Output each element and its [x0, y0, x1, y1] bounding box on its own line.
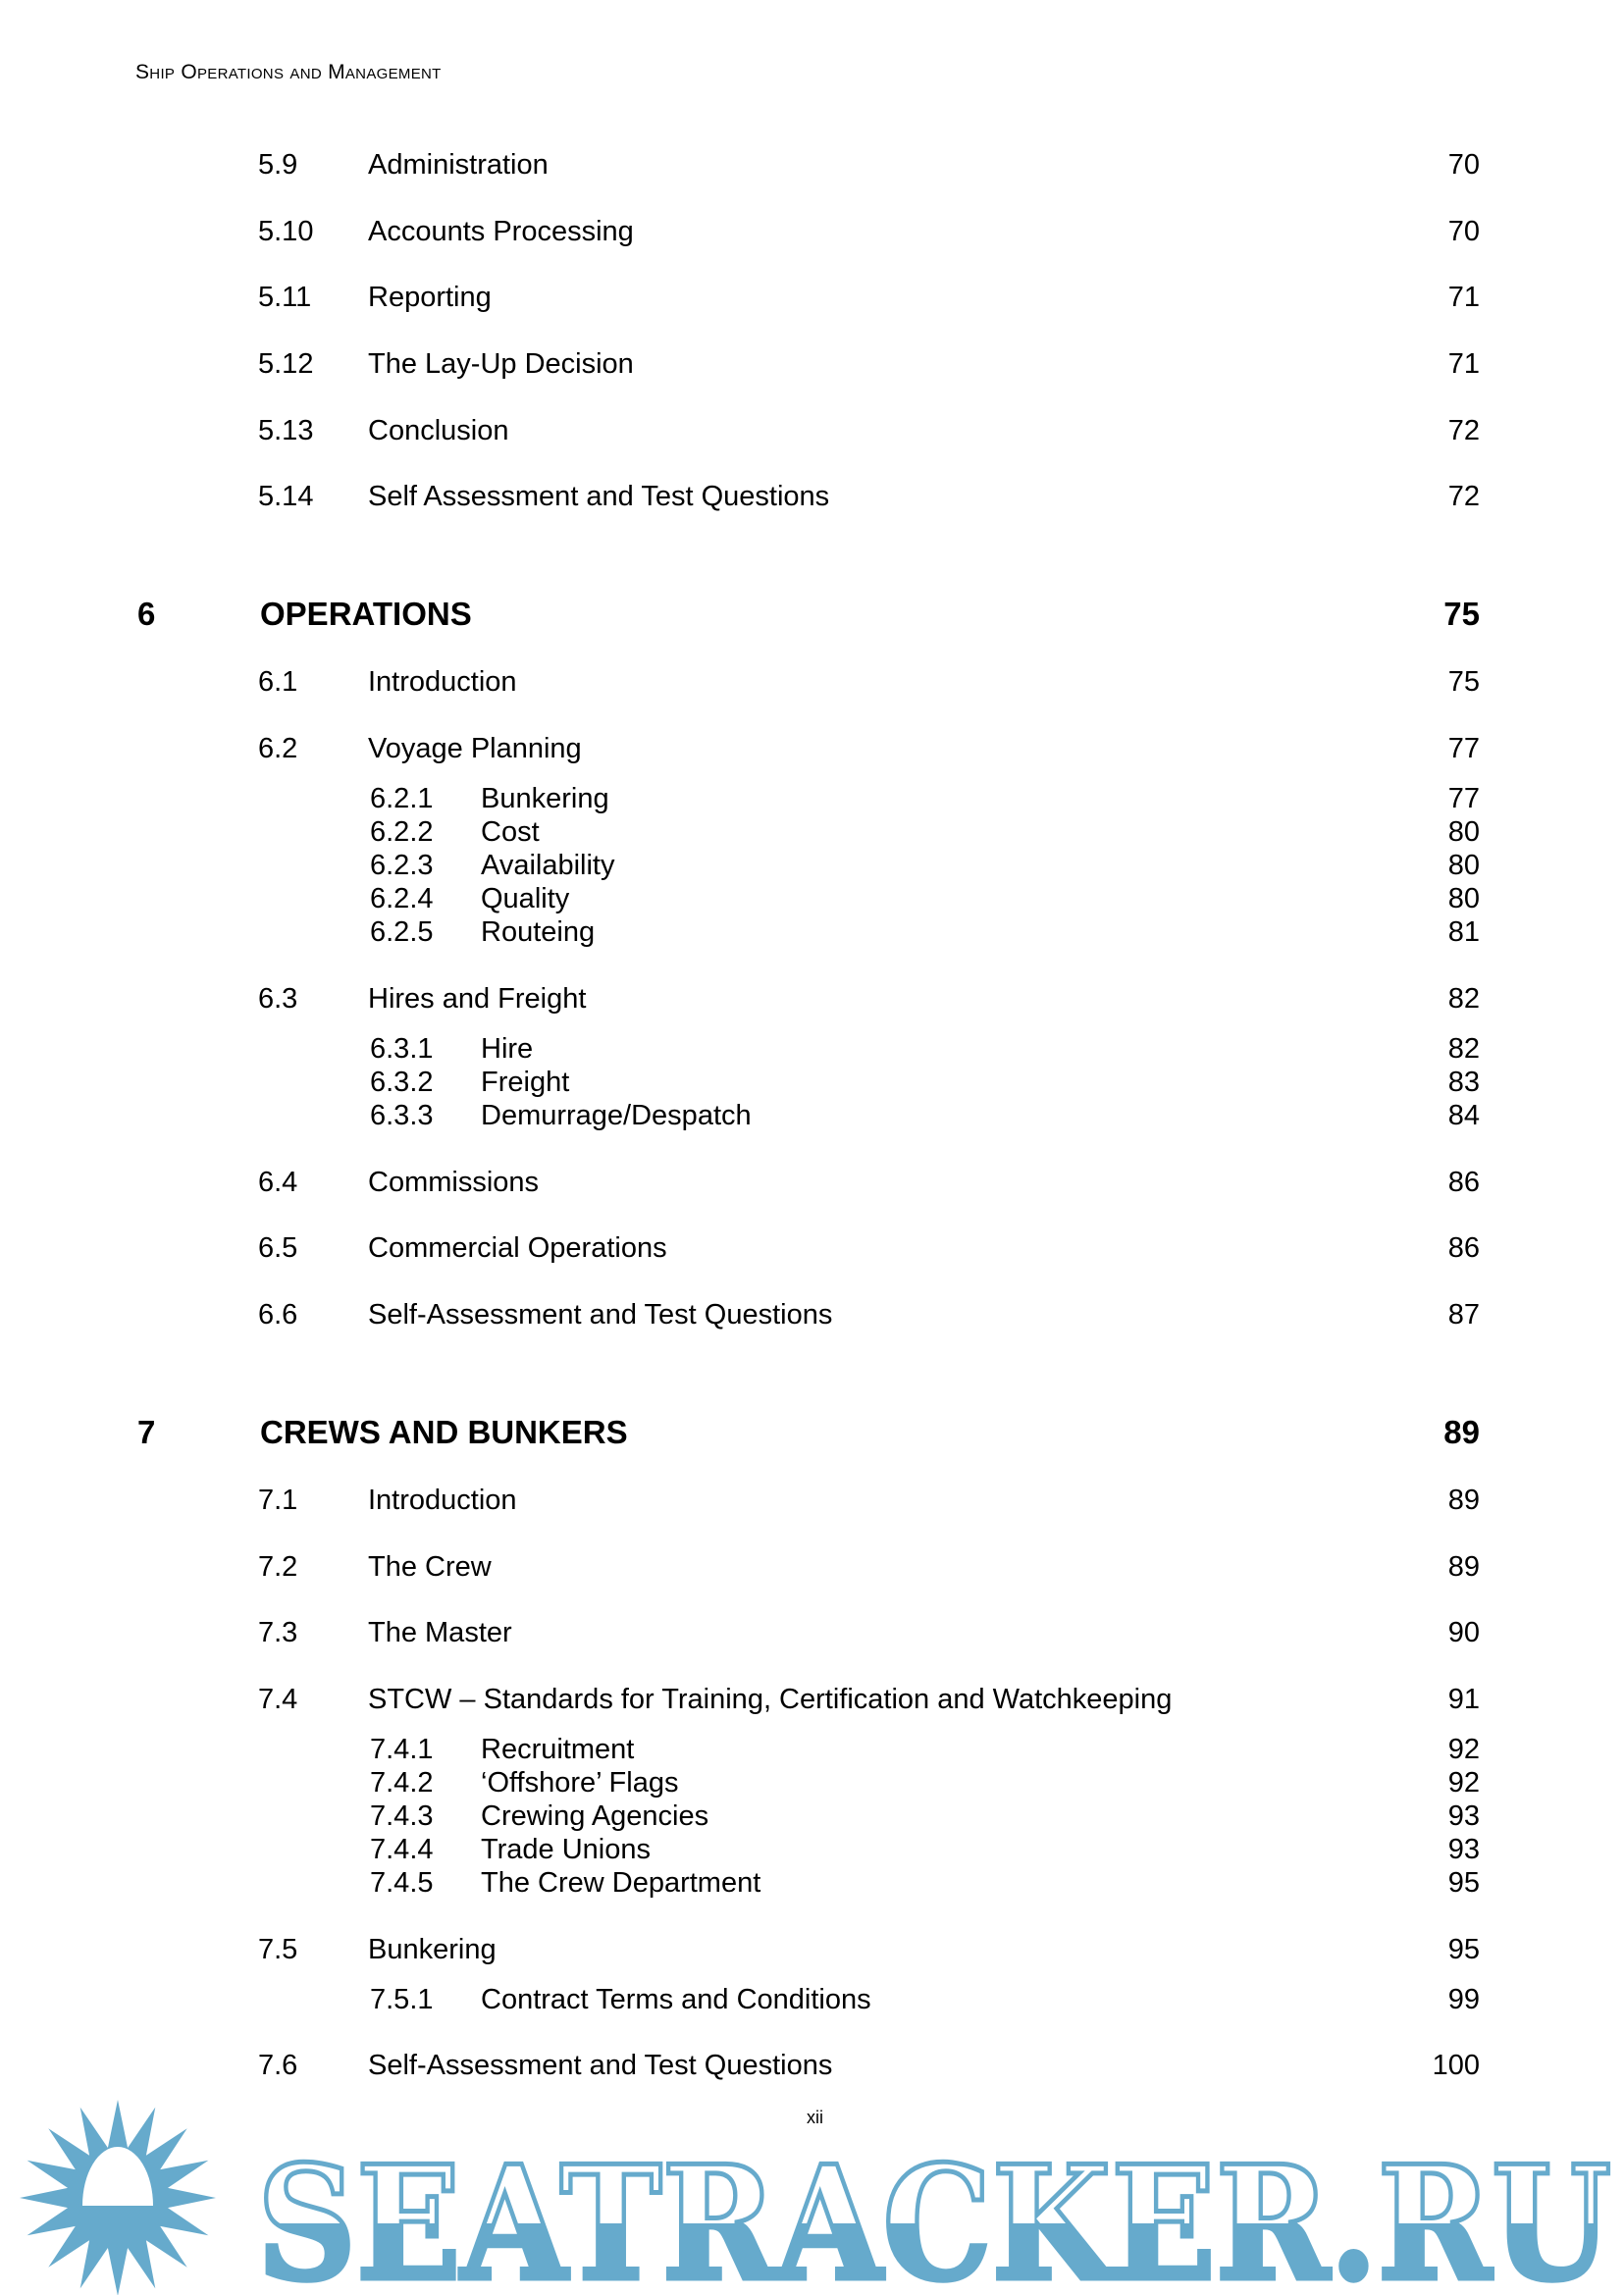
- toc-title: Introduction: [368, 666, 517, 699]
- toc-subsection[interactable]: [0, 1733, 1624, 1766]
- toc-title: Demurrage/Despatch: [481, 1099, 752, 1131]
- toc-num: 6.2: [258, 733, 298, 765]
- toc-title: Introduction: [368, 1484, 517, 1516]
- toc-subsection[interactable]: [0, 1983, 1624, 2016]
- toc-num: 6: [137, 596, 156, 633]
- toc-page: 77: [1447, 733, 1480, 765]
- toc-title: The Crew Department: [481, 1866, 761, 1899]
- toc-section[interactable]: [0, 2049, 1624, 2082]
- toc-subsection[interactable]: [0, 882, 1624, 915]
- toc-section[interactable]: [0, 665, 1624, 699]
- toc-title: OPERATIONS: [260, 596, 472, 633]
- toc-page: 84: [1447, 1099, 1480, 1131]
- toc-page: 70: [1447, 149, 1480, 181]
- toc-num: 6.2.5: [370, 916, 434, 949]
- toc-section[interactable]: [0, 1484, 1624, 1517]
- toc-num: 6.5: [258, 1232, 298, 1265]
- toc-page: 87: [1447, 1298, 1480, 1330]
- toc-title: Reporting: [368, 282, 492, 314]
- toc-chapter[interactable]: [0, 1413, 1624, 1450]
- toc-subsection[interactable]: [0, 1866, 1624, 1900]
- toc-page: 72: [1447, 481, 1480, 513]
- toc-page: 71: [1447, 348, 1480, 381]
- toc-title: CREWS AND BUNKERS: [260, 1413, 628, 1450]
- toc-num: 6.2.1: [370, 783, 434, 815]
- toc-page: 86: [1447, 1166, 1480, 1198]
- toc-page: 80: [1447, 883, 1480, 915]
- toc-title: Bunkering: [481, 783, 609, 815]
- toc-title: Quality: [481, 883, 570, 915]
- toc-section[interactable]: [0, 215, 1624, 248]
- running-head: Ship Operations and Management: [135, 61, 442, 83]
- toc-section[interactable]: [0, 1550, 1624, 1584]
- toc-num: 5.9: [258, 149, 298, 181]
- toc-subsection[interactable]: [0, 1066, 1624, 1099]
- toc-num: 6.4: [258, 1166, 298, 1198]
- toc-num: 6.1: [258, 666, 298, 699]
- toc-page: 75: [1443, 596, 1480, 633]
- page-number: xii: [807, 2108, 823, 2127]
- toc-title: Self Assessment and Test Questions: [368, 481, 830, 513]
- toc-page: 80: [1447, 816, 1480, 849]
- toc-num: 6.3: [258, 982, 298, 1015]
- toc-subsection[interactable]: [0, 849, 1624, 882]
- toc-section[interactable]: [0, 480, 1624, 513]
- toc-num: 7.5: [258, 1933, 298, 1965]
- toc-title: Commercial Operations: [368, 1232, 667, 1265]
- toc-subsection[interactable]: [0, 1099, 1624, 1132]
- toc-title: Conclusion: [368, 414, 509, 446]
- toc-num: 6.6: [258, 1298, 298, 1330]
- toc-num: 6.2.2: [370, 816, 434, 849]
- toc-title: Accounts Processing: [368, 215, 634, 247]
- toc-title: Hires and Freight: [368, 982, 587, 1015]
- toc-num: 5.10: [258, 215, 314, 247]
- toc-title: Commissions: [368, 1166, 540, 1198]
- watermark-text: SEATRACKER.RU: [257, 2131, 1611, 2295]
- toc-page: 89: [1443, 1413, 1480, 1450]
- toc-subsection[interactable]: [0, 1833, 1624, 1866]
- table-of-contents: [0, 148, 1624, 2082]
- toc-section[interactable]: [0, 982, 1624, 1016]
- toc-title: Availability: [481, 850, 615, 882]
- toc-subsection[interactable]: [0, 1799, 1624, 1833]
- toc-page: 71: [1447, 282, 1480, 314]
- toc-section[interactable]: [0, 1166, 1624, 1199]
- toc-num: 7.6: [258, 2050, 298, 2082]
- toc-num: 6.2.3: [370, 850, 434, 882]
- sun-icon: [20, 2100, 216, 2295]
- toc-section[interactable]: [0, 1933, 1624, 1966]
- toc-subsection[interactable]: [0, 915, 1624, 949]
- toc-page: 70: [1447, 215, 1480, 247]
- toc-section[interactable]: [0, 414, 1624, 447]
- toc-page: 82: [1447, 982, 1480, 1015]
- toc-section[interactable]: [0, 732, 1624, 765]
- toc-num: 6.3.1: [370, 1032, 434, 1065]
- toc-title: Self-Assessment and Test Questions: [368, 1298, 833, 1330]
- toc-page: 80: [1447, 850, 1480, 882]
- toc-title: Routeing: [481, 916, 596, 949]
- toc-num: 7.4.2: [370, 1766, 434, 1799]
- toc-subsection[interactable]: [0, 1032, 1624, 1066]
- toc-title: Voyage Planning: [368, 733, 582, 765]
- toc-title: Contract Terms and Conditions: [481, 1983, 871, 2015]
- toc-num: 6.3.2: [370, 1066, 434, 1098]
- toc-num: 7.4.1: [370, 1733, 434, 1765]
- toc-page: 99: [1447, 1983, 1480, 2015]
- toc-num: 5.14: [258, 481, 314, 513]
- toc-page: 89: [1447, 1484, 1480, 1516]
- toc-page: 91: [1447, 1683, 1480, 1715]
- toc-title: Self-Assessment and Test Questions: [368, 2050, 833, 2082]
- toc-title: STCW – Standards for Training, Certification and Watchkeeping: [368, 1683, 1173, 1715]
- toc-page: 81: [1447, 916, 1480, 949]
- toc-page: 93: [1447, 1833, 1480, 1865]
- toc-page: 72: [1447, 414, 1480, 446]
- toc-num: 5.13: [258, 414, 314, 446]
- toc-subsection[interactable]: [0, 782, 1624, 815]
- toc-section[interactable]: [0, 148, 1624, 182]
- toc-num: 5.11: [258, 282, 312, 314]
- toc-num: 7.4: [258, 1683, 298, 1715]
- toc-num: 6.2.4: [370, 883, 434, 915]
- toc-section[interactable]: [0, 1298, 1624, 1331]
- toc-page: 100: [1432, 2050, 1480, 2082]
- toc-num: 7.4.3: [370, 1799, 434, 1832]
- toc-page: 90: [1447, 1617, 1480, 1649]
- toc-num: 7.5.1: [370, 1983, 434, 2015]
- toc-section[interactable]: [0, 1616, 1624, 1649]
- toc-title: The Lay-Up Decision: [368, 348, 634, 381]
- toc-subsection[interactable]: [0, 815, 1624, 849]
- toc-title: Trade Unions: [481, 1833, 652, 1865]
- toc-page: 83: [1447, 1066, 1480, 1098]
- toc-title: The Master: [368, 1617, 512, 1649]
- toc-page: 82: [1447, 1032, 1480, 1065]
- toc-num: 7.4.4: [370, 1833, 434, 1865]
- toc-chapter[interactable]: [0, 598, 1624, 631]
- toc-num: 5.12: [258, 348, 314, 381]
- toc-page: 92: [1447, 1733, 1480, 1765]
- toc-title: Hire: [481, 1032, 534, 1065]
- toc-title: ‘Offshore’ Flags: [481, 1766, 679, 1799]
- toc-section[interactable]: [0, 281, 1624, 314]
- toc-page: 93: [1447, 1799, 1480, 1832]
- toc-section[interactable]: [0, 1231, 1624, 1265]
- toc-page: 89: [1447, 1550, 1480, 1583]
- toc-num: 6.3.3: [370, 1099, 434, 1131]
- toc-title: Crewing Agencies: [481, 1799, 709, 1832]
- toc-page: 77: [1447, 783, 1480, 815]
- toc-title: Bunkering: [368, 1933, 497, 1965]
- toc-section[interactable]: [0, 1683, 1624, 1716]
- toc-page: 86: [1447, 1232, 1480, 1265]
- toc-page: 95: [1447, 1933, 1480, 1965]
- toc-title: Cost: [481, 816, 540, 849]
- toc-num: 7.4.5: [370, 1866, 434, 1899]
- toc-title: Freight: [481, 1066, 570, 1098]
- toc-num: 7.3: [258, 1617, 298, 1649]
- toc-section[interactable]: [0, 347, 1624, 381]
- toc-page: 95: [1447, 1866, 1480, 1899]
- toc-title: Recruitment: [481, 1733, 635, 1765]
- toc-title: The Crew: [368, 1550, 492, 1583]
- toc-num: 7.1: [258, 1484, 298, 1516]
- toc-subsection[interactable]: [0, 1766, 1624, 1799]
- toc-page: 92: [1447, 1766, 1480, 1799]
- toc-title: Administration: [368, 149, 549, 181]
- toc-page: 75: [1447, 666, 1480, 699]
- toc-num: 7: [137, 1413, 156, 1450]
- toc-num: 7.2: [258, 1550, 298, 1583]
